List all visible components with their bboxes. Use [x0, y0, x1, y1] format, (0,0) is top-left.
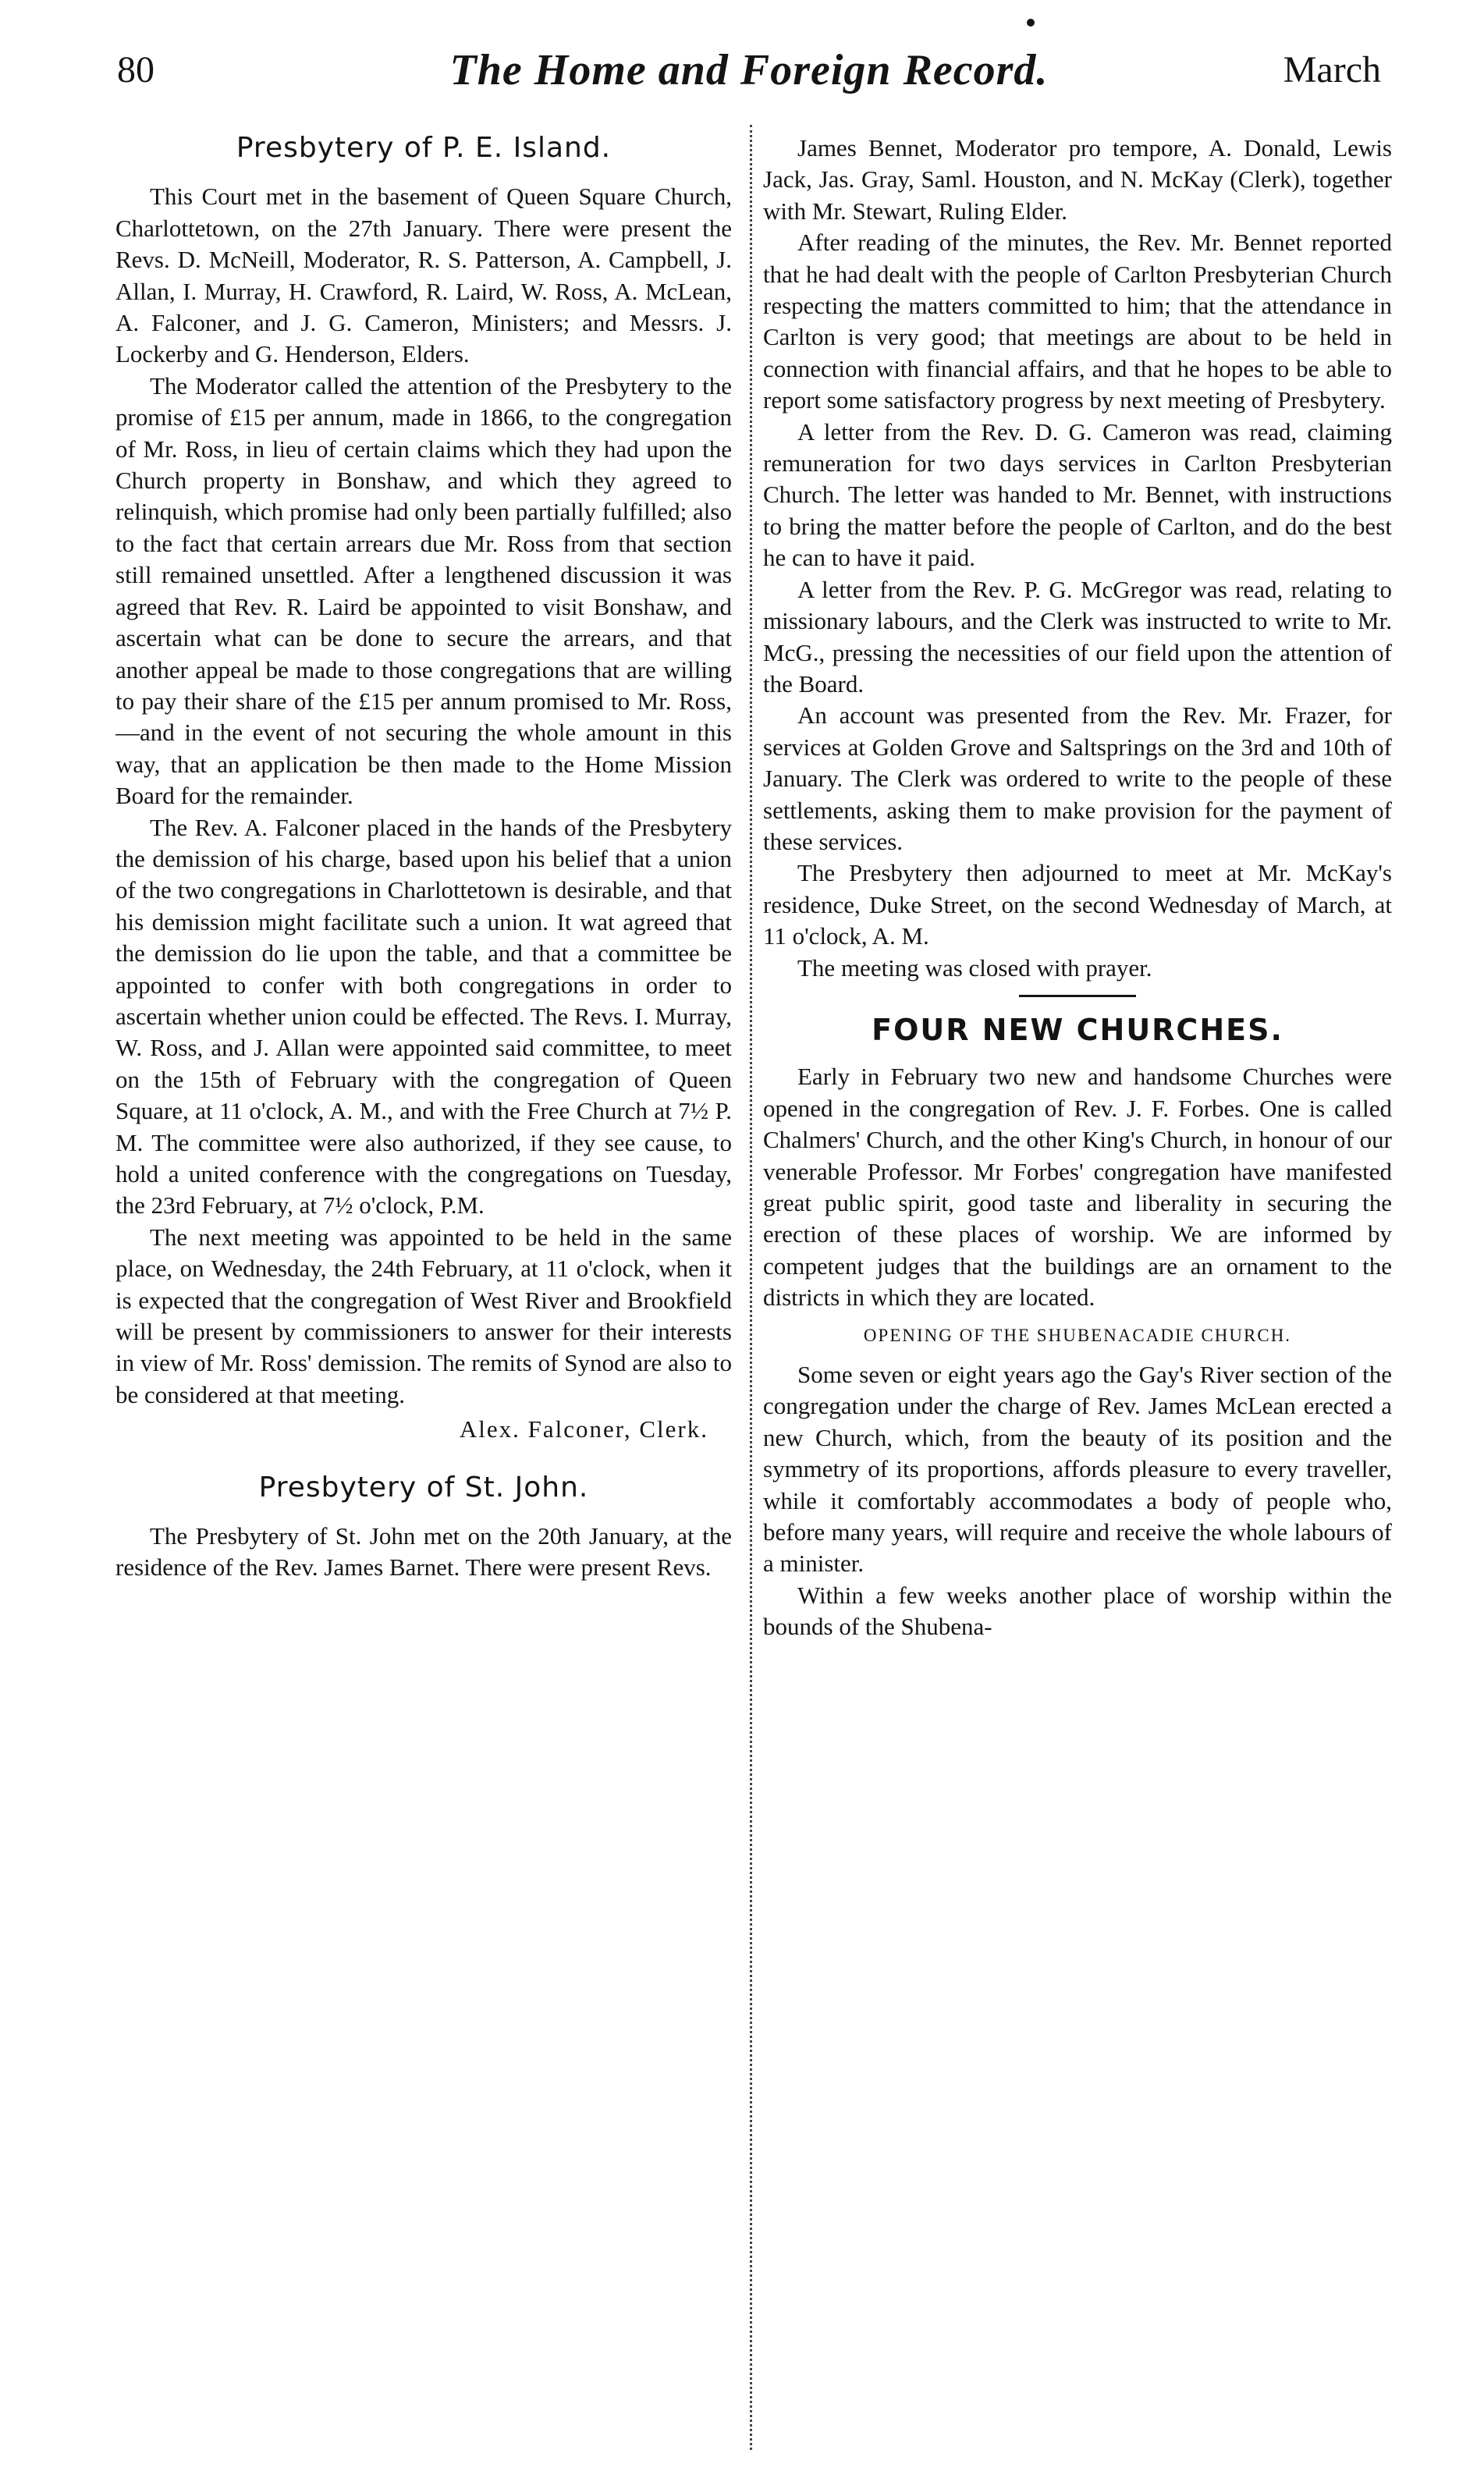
- left-column: [115, 133, 732, 2411]
- paragraph: Within a few weeks another place of worship within the bounds of the Shubena-: [763, 1581, 1392, 1641]
- section-title-st-john: Presbytery of St. John.: [258, 1471, 589, 1504]
- subsection-title: OPENING OF THE SHUBENACADIE CHURCH.: [863, 1325, 1292, 1345]
- journal-title: The Home and Foreign Record.: [449, 46, 1049, 94]
- paragraph: The next meeting was appointed to be held in the same place, on Wednesday, the 24th February, at 11 o'clock, when it is expected that the congregation of West River and Brookfield will be present by commissioners to answer for their interests in view of Mr. Ross' demission. The remits of Synod are also to be considered at that meeting.: [115, 1223, 732, 1408]
- clerk-signature: Alex. Falconer, Clerk.: [459, 1415, 708, 1443]
- paragraph: An account was presented from the Rev. Mr. Frazer, for services at Golden Grove and Saltsprings on the 3rd and 10th of January. The Clerk was ordered to write to the people of these settlements, asking them to make provision for the payment of these services.: [763, 701, 1392, 855]
- page-number: 80: [117, 49, 154, 91]
- section-rule: [1019, 995, 1136, 997]
- paragraph: This Court met in the basement of Queen Square Church, Charlottetown, on the 27th January. There were present the Revs. D. McNeill, Moderator, R. S. Patterson, A. Campbell, J. Allan, I. Murray, H. Crawford, R. Laird, W. Ross, A. McLean, A. Falconer, and J. G. Cameron, Ministers; and Messrs. J. Lockerby and G. Henderson, Elders.: [115, 183, 732, 368]
- paragraph: The Presbytery of St. John met on the 20th January, at the residence of the Rev. James Barnet. There were present Revs.: [115, 1522, 732, 1582]
- section-title-four-new-churches: FOUR NEW CHURCHES.: [872, 1012, 1283, 1047]
- paragraph: Early in February two new and handsome Churches were opened in the congregation of Rev. J. F. Forbes. One is called Chalmers' Church, and the other King's Church, in honour of our venerable Professor. Mr Forbes' congregation have manifested great public spirit, good taste and liberality in securing the erection of these places of worship. We are informed by competent judges that the buildings are an ornament to the districts in which they are located.: [763, 1063, 1392, 1312]
- paragraph: The Presbytery then adjourned to meet at Mr. McKay's residence, Duke Street, on the second Wednesday of March, at 11 o'clock, A. M.: [763, 859, 1392, 950]
- paragraph: A letter from the Rev. D. G. Cameron was read, claiming remuneration for two days services in Carlton Presbyterian Church. The letter was handed to Mr. Bennet, with instructions to bring the matter before the people of Carlton, and do the best he can to have it paid.: [763, 417, 1392, 572]
- section-title-pei: Presbytery of P. E. Island.: [236, 133, 612, 164]
- page-header: [117, 45, 1381, 108]
- paragraph: Some seven or eight years ago the Gay's River section of the congregation under the charge of Rev. James McLean erected a new Church, which, from the beauty of its position and the symmetry of its proportions, affords pleasure to every traveller, while it comfortably accommodates a body of people who, before many years, will require and receive the whole labours of a minister.: [763, 1361, 1392, 1578]
- paragraph: The Moderator called the attention of the Presbytery to the promise of £15 per annum, made in 1866, to the congregation of Mr. Ross, in lieu of certain claims which they had upon the Church property in Bonshaw, and which they agreed to relinquish, which promise had only been partially fulfilled; also to the fact that certain arrears due Mr. Ross from that section still remained unsettled. After a lengthened discussion it was agreed that Rev. R. Laird be appointed to visit Bonshaw, and ascertain what can be done to secure the arrears, and that another appeal be made to those congregations that are willing to pay their share of the £15 per annum promised to Mr. Ross,—and in the event of not securing the whole amount in this way, that an application be then made to the Home Mission Board for the remainder.: [115, 371, 732, 810]
- paragraph: After reading of the minutes, the Rev. Mr. Bennet reported that he had dealt with the people of Carlton Presbyterian Church respecting the matters committed to him; that the attendance in Carlton is very good; that meetings are about to be held in connection with financial affairs, and that he hopes to be able to report some satisfactory progress by next meeting of Presbytery.: [763, 229, 1392, 414]
- paragraph: James Bennet, Moderator pro tempore, A. Donald, Lewis Jack, Jas. Gray, Saml. Houston, and N. McKay (Clerk), together with Mr. Stewart, Ruling Elder.: [763, 134, 1392, 225]
- column-divider: [750, 125, 752, 2450]
- print-mark: [1027, 19, 1035, 27]
- paragraph: The Rev. A. Falconer placed in the hands of the Presbytery the demission of his charge, based upon his belief that a union of the two congregations in Charlottetown is desirable, and that his demission might facilitate such a union. It wat agreed that the demission do lie upon the table, and that a committee be appointed to confer with both congregations in order to ascertain whether union could be effected. The Revs. I. Murray, W. Ross, and J. Allan were appointed said committee, to meet on the 15th of February with the congregation of Queen Square, at 11 o'clock, A. M., and with the Free Church at 7½ P. M. The committee were also authorized, if they see cause, to hold a united conference with the congregations on Tuesday, the 23rd February, at 7½ o'clock, P.M.: [115, 813, 732, 1220]
- paragraph: The meeting was closed with prayer.: [797, 953, 1152, 982]
- right-column: [763, 133, 1392, 2411]
- issue-month: March: [1283, 49, 1381, 91]
- paragraph: A letter from the Rev. P. G. McGregor was read, relating to missionary labours, and the Clerk was instructed to write to Mr. McG., pressing the necessities of our field upon the attention of the Board.: [763, 575, 1392, 698]
